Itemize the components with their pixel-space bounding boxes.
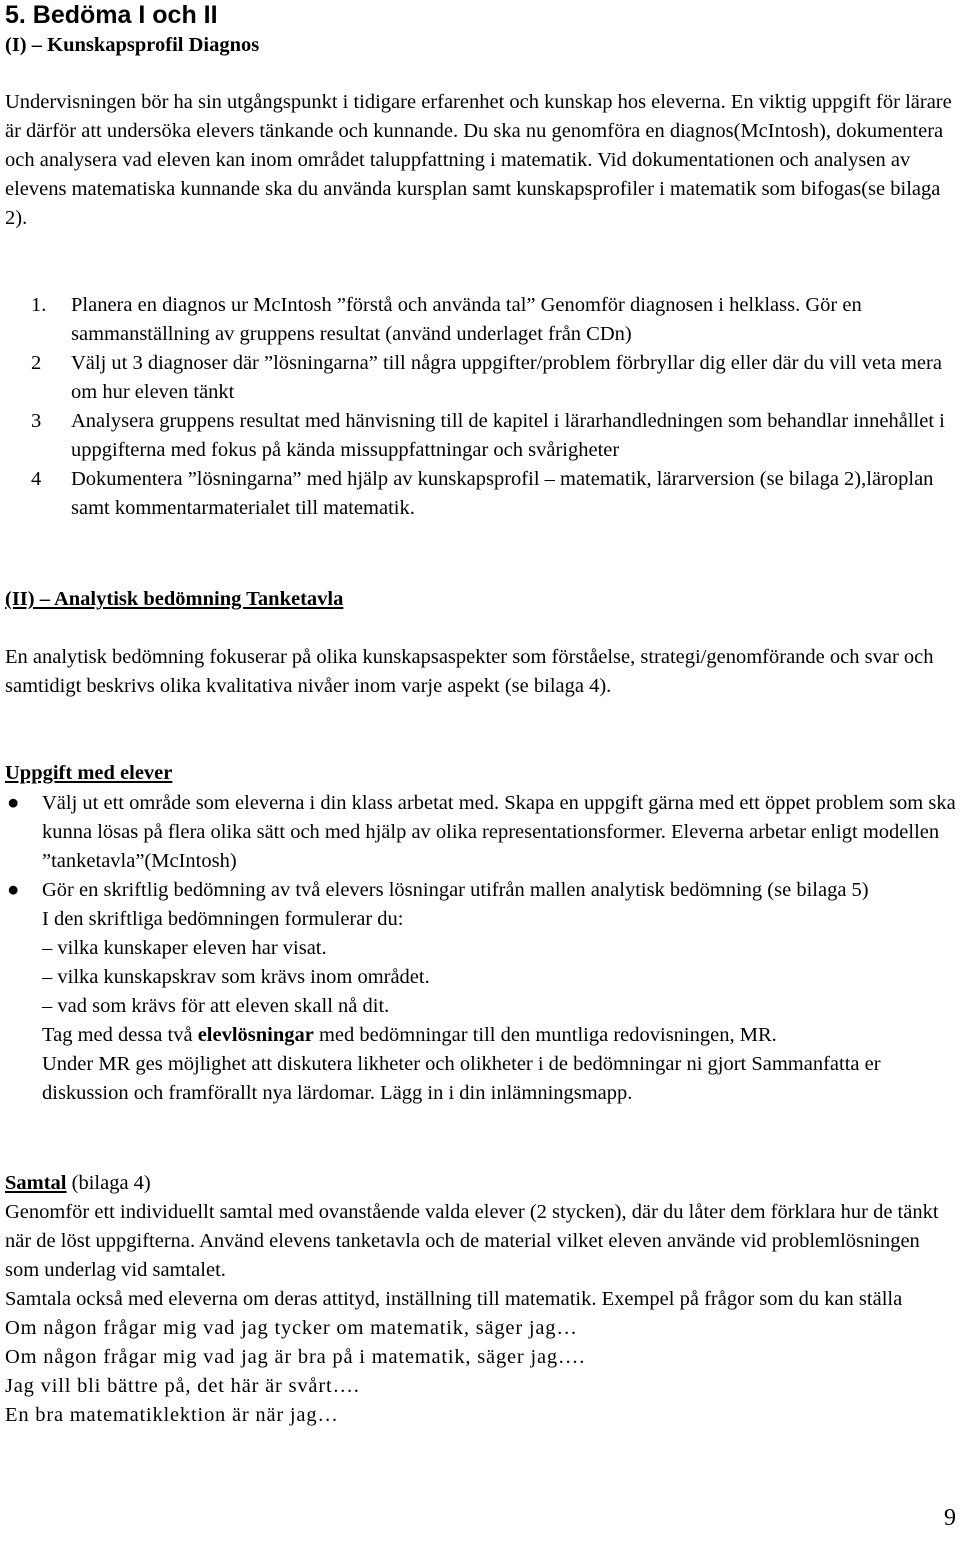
bullet-text: Välj ut ett område som eleverna i din klass arbetat med. Skapa en uppgift gärna med ett öppet problem som ska kunna lösas på flera olika sätt och med hjälp av olika representationsformer. Eleverna arbetar enligt modellen ”tanketavla”(McIntosh) bbox=[42, 792, 956, 872]
samtal-heading bbox=[5, 1169, 957, 1198]
bullet-icon: ● bbox=[7, 792, 20, 814]
step-item bbox=[5, 407, 957, 465]
samtal-text: Genomför ett individuellt samtal med ovanstående valda elever (2 stycken), där du låter dem förklara hur de tänkt när de löst uppgifterna. Använd elevens tanketavla och de material vilket eleven använde vid problemlösningen som underlag vid samtalet. bbox=[5, 1201, 939, 1281]
step-item bbox=[5, 349, 957, 407]
step-number: 3 bbox=[31, 410, 42, 432]
bullet-item bbox=[5, 789, 957, 876]
step-number: 2 bbox=[31, 352, 42, 374]
tag-paragraph bbox=[5, 1021, 957, 1050]
dash-item: – vilka kunskapskrav som krävs inom området. bbox=[42, 966, 430, 988]
bullet-text: Gör en skriftlig bedömning av två elevers lösningar utifrån mallen analytisk bedömning (se bilaga 5) bbox=[42, 879, 869, 901]
formulate-intro: I den skriftliga bedömningen formulerar du: bbox=[42, 908, 404, 930]
page-number: 9 bbox=[944, 1505, 956, 1531]
bullet-item bbox=[5, 876, 957, 905]
task-title: Uppgift med elever bbox=[5, 762, 173, 784]
tag-post: med bedömningar till den muntliga redovisningen, MR. bbox=[313, 1024, 777, 1046]
step-text: Välj ut 3 diagnoser där ”lösningarna” till några uppgifter/problem förbryllar dig eller där du vill veta mera om hur eleven tänkt bbox=[71, 352, 942, 403]
step-text: Analysera gruppens resultat med hänvisning till de kapitel i lärarhandledningen som behandlar innehållet i uppgifterna med fokus på kända missuppfattningar och svårigheter bbox=[71, 410, 945, 461]
samtal-bilaga: (bilaga 4) bbox=[66, 1172, 151, 1194]
intro-paragraph: Undervisningen bör ha sin utgångspunkt i tidigare erfarenhet och kunskap hos eleverna. En viktig uppgift för lärare är därför att undersöka elevers tänkande och kunnande. Du ska nu genomföra en diagnos(McIntosh), dokumentera och analysera vad eleven kan inom området taluppfattning i matematik. Vid dokumentationen och analysen av elevens matematiska kunnande ska du använda kursplan samt kunskapsprofiler i matematik som bifogas(se bilaga 2). bbox=[5, 91, 952, 229]
tag-bold: elevlösningar bbox=[197, 1024, 314, 1046]
step-text: Dokumentera ”lösningarna” med hjälp av kunskapsprofil – matematik, lärarversion (se bilaga 2),läroplan samt kommentarmaterialet till matematik. bbox=[71, 468, 934, 519]
question-item: Jag vill bli bättre på, det här är svårt…. bbox=[5, 1375, 360, 1397]
dash-item: – vad som krävs för att eleven skall nå dit. bbox=[42, 995, 390, 1017]
section2-title: (II) – Analytisk bedömning Tanketavla bbox=[5, 588, 344, 610]
question-item: Om någon frågar mig vad jag tycker om matematik, säger jag… bbox=[5, 1317, 578, 1339]
section2-intro: En analytisk bedömning fokuserar på olika kunskapsaspekter som förståelse, strategi/genomförande och svar och samtidigt beskrivs olika kvalitativa nivåer inom varje aspekt (se bilaga 4). bbox=[5, 646, 934, 697]
samtal-title: Samtal bbox=[5, 1172, 67, 1194]
step-text: Planera en diagnos ur McIntosh ”förstå och använda tal” Genomför diagnosen i helklass. Gör en sammanställning av gruppens resultat (använd underlaget från CDn) bbox=[71, 294, 862, 345]
question-item: Om någon frågar mig vad jag är bra på i matematik, säger jag…. bbox=[5, 1346, 586, 1368]
task-bullets bbox=[5, 789, 957, 1108]
step-number: 1. bbox=[31, 294, 47, 316]
tag-pre: Tag med dessa två bbox=[42, 1024, 198, 1046]
step-number: 4 bbox=[31, 468, 42, 490]
section-heading: 5. Bedöma I och II bbox=[5, 1, 218, 29]
mr-paragraph: Under MR ges möjlighet att diskutera likheter och olikheter i de bedömningar ni gjort Sammanfatta er diskussion och framförallt nya lärdomar. Lägg in i din inlämningsmapp. bbox=[42, 1053, 881, 1104]
step-item bbox=[5, 291, 957, 349]
bullet-icon: ● bbox=[7, 879, 20, 901]
question-item: En bra matematiklektion är när jag… bbox=[5, 1404, 339, 1426]
samtal-section bbox=[5, 1169, 957, 1430]
samtal-text2: Samtala också med eleverna om deras attityd, inställning till matematik. Exempel på frågor som du kan ställa bbox=[5, 1288, 903, 1310]
dash-item: – vilka kunskaper eleven har visat. bbox=[42, 937, 327, 959]
steps-list bbox=[5, 291, 957, 523]
section1-title: (I) – Kunskapsprofil Diagnos bbox=[5, 34, 260, 56]
step-item bbox=[5, 465, 957, 523]
